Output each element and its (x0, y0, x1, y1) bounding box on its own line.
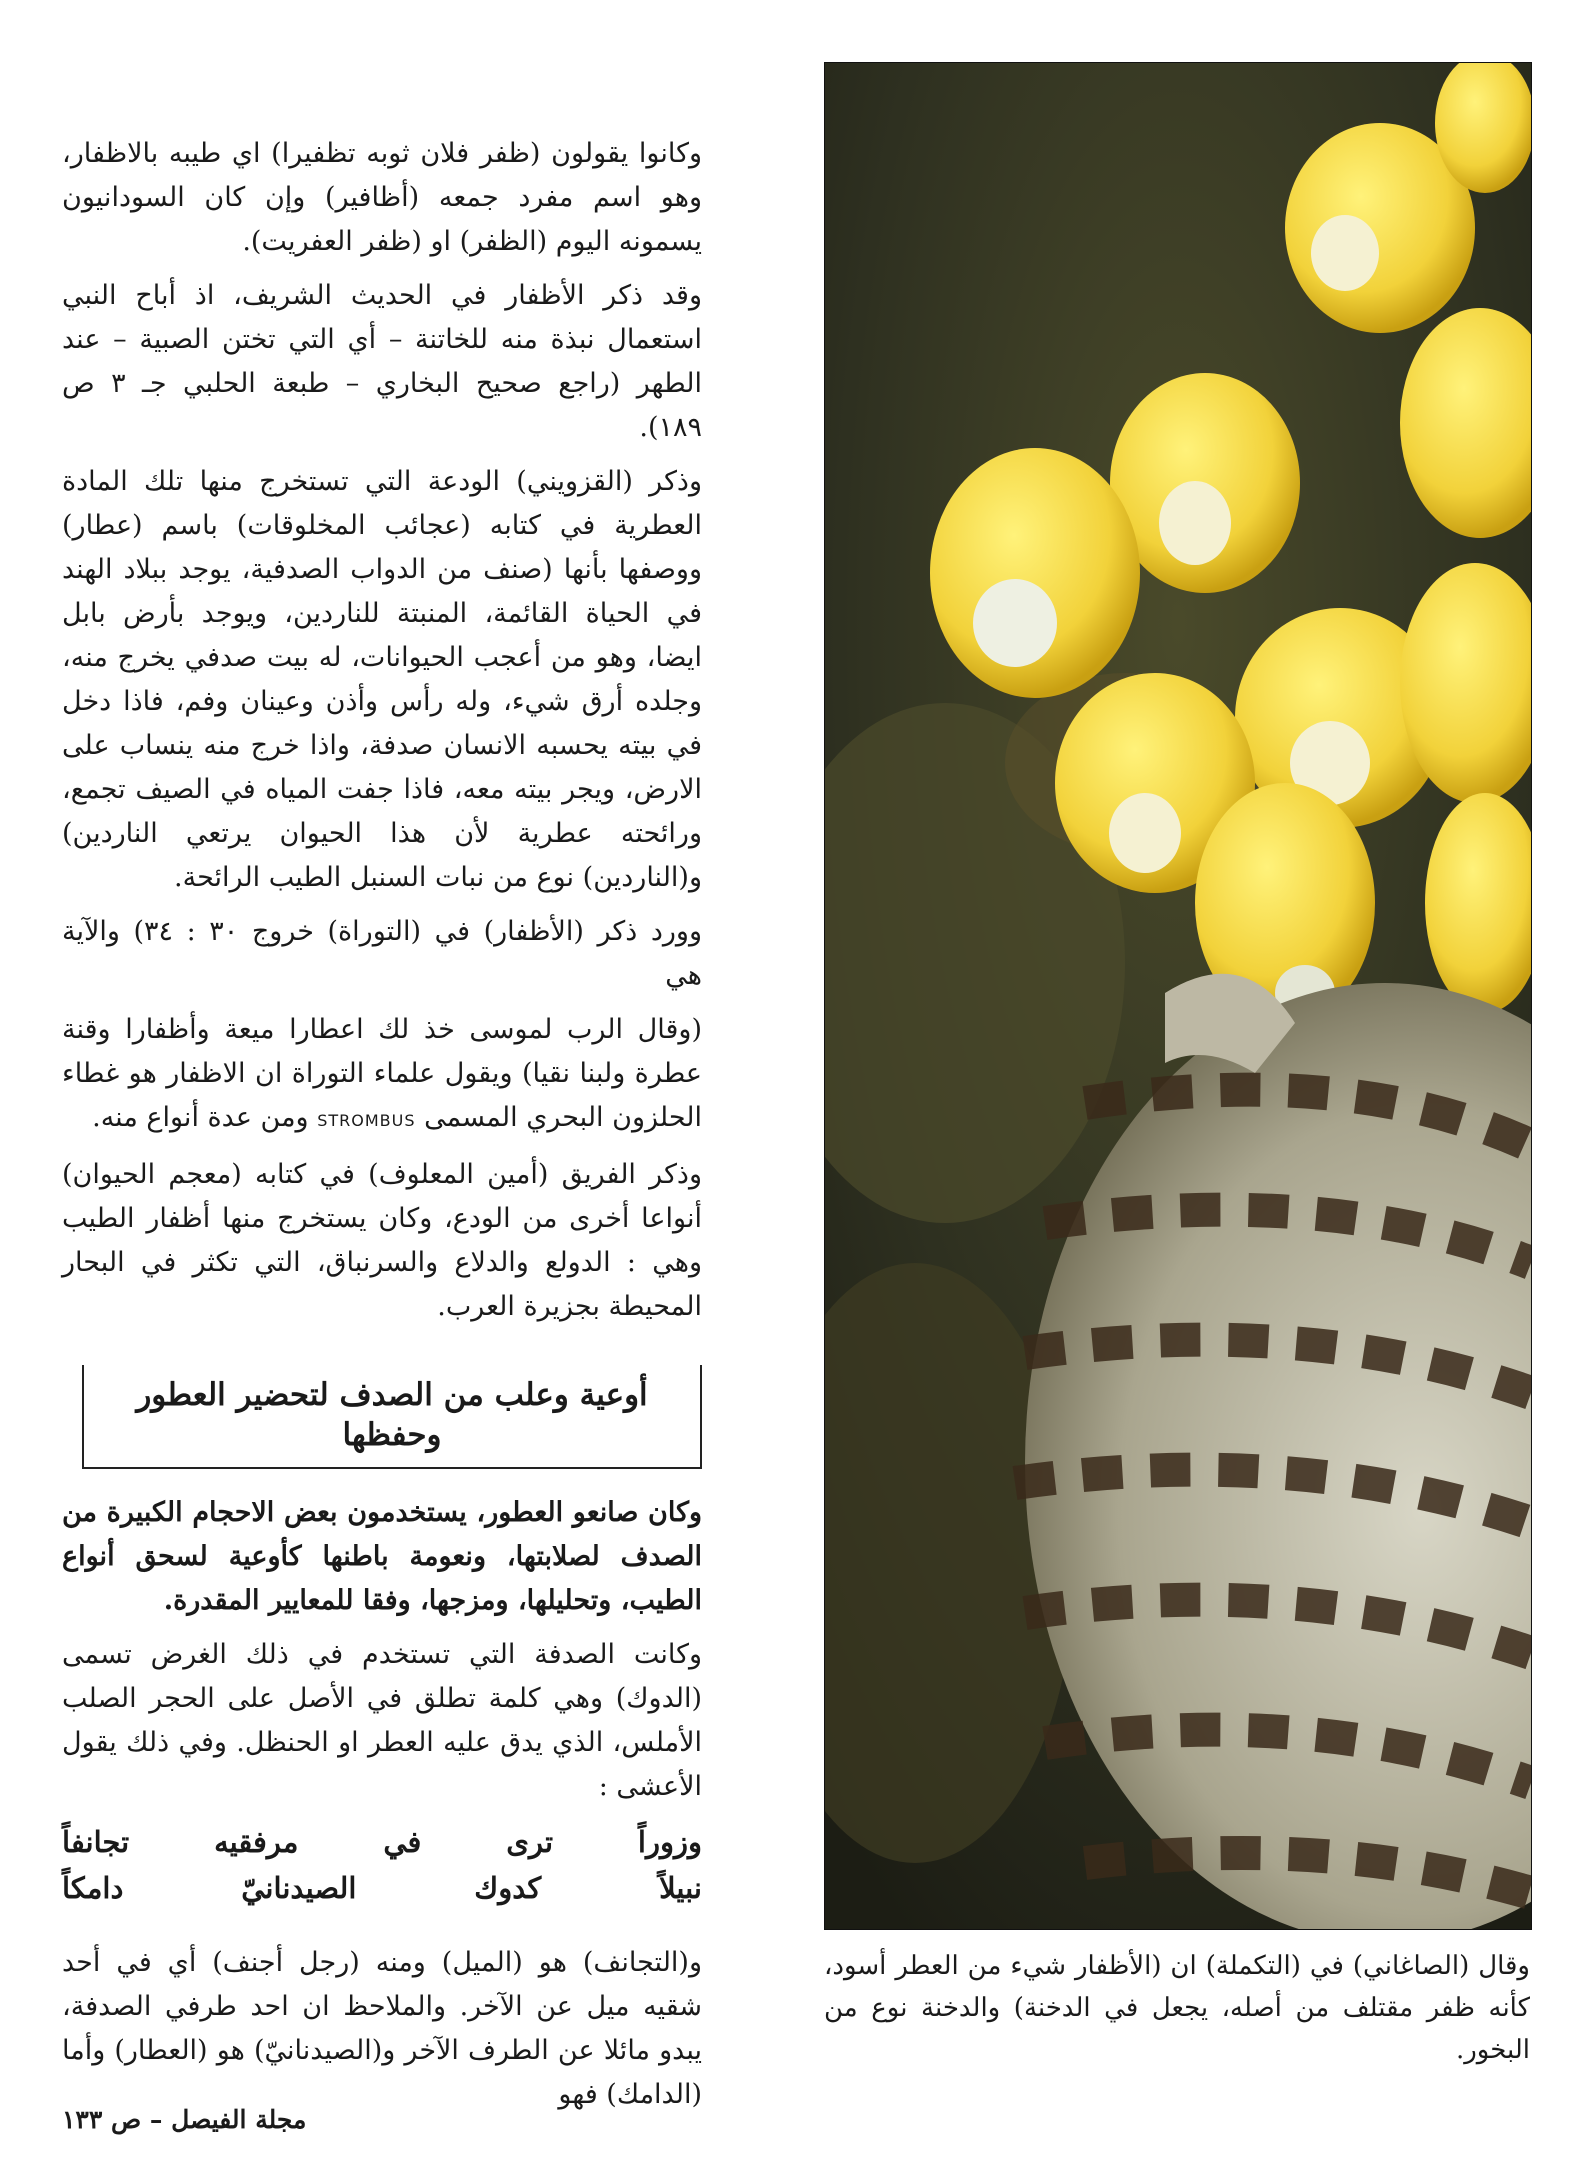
paragraph-5-text-a: (وقال الرب لموسى خذ لك اعطارا ميعة وأظفارا وقنة عطرة ولبنا نقيا) ويقول علماء التوراة ان الاظفار هو غطاء الحلزون البحري المسمى (62, 1014, 702, 1133)
paragraph-2: وقد ذكر الأظفار في الحديث الشريف، اذ أباح النبي استعمال نبذة منه للخاتنة – أي التي تختن الصبية – عند الطهر (راجع صحيح البخاري – طبعة الحلبي جـ ٣ ص ١٨٩). (62, 280, 702, 443)
paragraph-4: وورد ذكر (الأظفار) في (التوراة) خروج ٣٠ : ٣٤) والآية هي (62, 916, 703, 991)
strombus-term: STROMBUS (317, 1111, 416, 1130)
section-heading: أوعية وعلب من الصدف لتحضير العطور وحفظها (82, 1365, 702, 1469)
sea-snail-shell-photo (824, 62, 1532, 1930)
paragraph-8: وكانت الصدفة التي تستخدم في ذلك الغرض تسمى (الدوك) وهي كلمة تطلق في الأصل على الحجر الصلب الأملس، الذي يدق عليه العطر او الحنظل. وفي ذلك يقول الأعشى : (62, 1639, 702, 1802)
poem-verse (62, 1819, 702, 1911)
paragraph-5-text-b: ومن عدة أنواع منه. (92, 1102, 309, 1133)
paragraph-5 (62, 1008, 702, 1143)
poem-verse-line-1: وزوراً ترى في مرفقيه تجانفاً (62, 1825, 702, 1859)
page-footer: مجلة الفيصل – ص ١٣٣ (62, 2105, 307, 2134)
paragraph-9: و(التجانف) هو (الميل) ومنه (رجل أجنف) أي في أحد شقيه ميل عن الآخر. والملاحظ ان احد طرفي الصدفة، يبدو مائلا عن الطرف الآخر و(الصيدنانيّ) هو (العطار) وأما (الدامك) فهو (62, 1947, 702, 2110)
poem-verse-line-2: نبيلاً كدوك الصيدنانيّ دامكاً (62, 1871, 702, 1905)
paragraph-3: وذكر (القزويني) الودعة التي تستخرج منها تلك المادة العطرية في كتابه (عجائب المخلوقات) باسم (عطار) ووصفها بأنها (صنف من الدواب الصدفية، يوجد ببلاد الهند في الحياة القائمة، المنبتة للناردين، ويوجد بأرض بابل ايضا، وهو من أعجب الحيوانات، له بيت صدفي يخرج منه، وجلده أرق شيء، وله رأس وأذن وعينان وفم، فاذا دخل في بيته يحسبه الانسان صدفة، واذا خرج منه ينساب على الارض، ويجر بيته معه، فاذا جفت المياه في الصيف تجمع، ورائحته عطرية لأن هذا الحيوان يرتعي الناردين) و(الناردين) نوع من نبات السنبل الطيب الرائحة. (62, 466, 702, 893)
paragraph-7: وكان صانعو العطور، يستخدمون بعض الاحجام الكبيرة من الصدف لصلابتها، ونعومة باطنها كأوعية لسحق أنواع الطيب، وتحليلها، ومزجها، وفقا للمعايير المقدرة. (62, 1497, 702, 1616)
photo-illustration (825, 63, 1531, 1929)
article-text-column (62, 132, 702, 2127)
photo-caption: وقال (الصاغاني) في (التكملة) ان (الأظفار شيء من العطر أسود، كأنه ظفر مقتلف من أصله، يجعل في الدخنة) والدخنة نوع من البخور. (824, 1951, 1530, 2065)
paragraph-1: وكانوا يقولون (ظفر فلان ثوبه تظفيرا) اي طيبه بالاظفار، وهو اسم مفرد جمعه (أظافير) وإن كان السودانيون يسمونه اليوم (الظفر) او (ظفر العفريت). (62, 138, 702, 257)
paragraph-6: وذكر الفريق (أمين المعلوف) في كتابه (معجم الحيوان) أنواعا أخرى من الودع، وكان يستخرج منها أظفار الطيب وهي : الدولع والدلاع والسرنباق، التي تكثر في البحار المحيطة بجزيرة العرب. (62, 1159, 702, 1322)
